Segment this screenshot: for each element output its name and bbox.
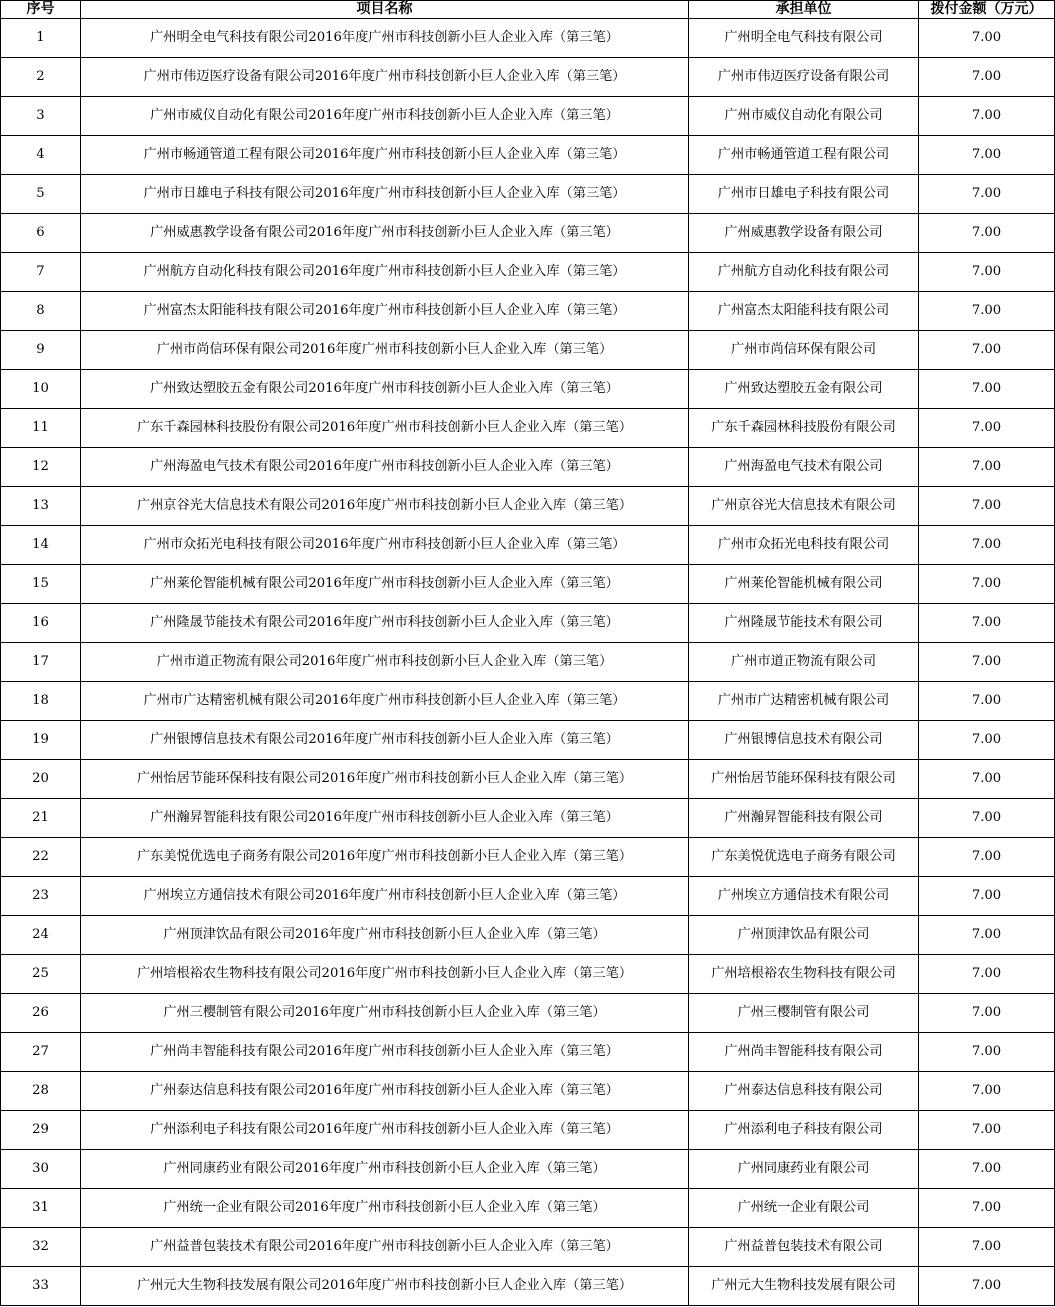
table-row	[1, 916, 1055, 955]
table-row	[1, 175, 1055, 214]
row-project-name: 广州海盈电气技术有限公司2016年度广州市科技创新小巨人企业入库（第三笔）	[81, 448, 689, 487]
row-unit: 广州统一企业有限公司	[689, 1189, 919, 1228]
header-project-name: 项目名称	[81, 1, 689, 19]
row-project-name: 广州市畅通管道工程有限公司2016年度广州市科技创新小巨人企业入库（第三笔）	[81, 136, 689, 175]
row-amount: 7.00	[919, 682, 1055, 721]
row-index: 4	[1, 136, 81, 175]
row-index: 22	[1, 838, 81, 877]
row-amount: 7.00	[919, 448, 1055, 487]
row-unit: 广州市畅通管道工程有限公司	[689, 136, 919, 175]
row-index: 29	[1, 1111, 81, 1150]
row-unit: 广州培根裕农生物科技有限公司	[689, 955, 919, 994]
table-row	[1, 370, 1055, 409]
table-row	[1, 526, 1055, 565]
row-project-name: 广州市伟迈医疗设备有限公司2016年度广州市科技创新小巨人企业入库（第三笔）	[81, 58, 689, 97]
row-unit: 广州威惠教学设备有限公司	[689, 214, 919, 253]
row-project-name: 广州威惠教学设备有限公司2016年度广州市科技创新小巨人企业入库（第三笔）	[81, 214, 689, 253]
row-amount: 7.00	[919, 1033, 1055, 1072]
table-row	[1, 292, 1055, 331]
row-amount: 7.00	[919, 175, 1055, 214]
row-index: 30	[1, 1150, 81, 1189]
row-amount: 7.00	[919, 799, 1055, 838]
row-amount: 7.00	[919, 721, 1055, 760]
row-amount: 7.00	[919, 97, 1055, 136]
row-unit: 广州泰达信息科技有限公司	[689, 1072, 919, 1111]
row-unit: 广州市日雄电子科技有限公司	[689, 175, 919, 214]
row-amount: 7.00	[919, 916, 1055, 955]
row-amount: 7.00	[919, 136, 1055, 175]
table-row	[1, 1150, 1055, 1189]
row-amount: 7.00	[919, 214, 1055, 253]
table-row	[1, 58, 1055, 97]
row-amount: 7.00	[919, 1228, 1055, 1267]
row-amount: 7.00	[919, 643, 1055, 682]
row-amount: 7.00	[919, 1111, 1055, 1150]
row-unit: 广州隆晟节能技术有限公司	[689, 604, 919, 643]
row-project-name: 广州致达塑胶五金有限公司2016年度广州市科技创新小巨人企业入库（第三笔）	[81, 370, 689, 409]
row-unit: 广州市广达精密机械有限公司	[689, 682, 919, 721]
row-project-name: 广州莱伦智能机械有限公司2016年度广州市科技创新小巨人企业入库（第三笔）	[81, 565, 689, 604]
row-project-name: 广州尚丰智能科技有限公司2016年度广州市科技创新小巨人企业入库（第三笔）	[81, 1033, 689, 1072]
table-row	[1, 721, 1055, 760]
row-project-name: 广州市道正物流有限公司2016年度广州市科技创新小巨人企业入库（第三笔）	[81, 643, 689, 682]
row-unit: 广州埃立方通信技术有限公司	[689, 877, 919, 916]
table-row	[1, 1267, 1055, 1306]
row-project-name: 广州银博信息技术有限公司2016年度广州市科技创新小巨人企业入库（第三笔）	[81, 721, 689, 760]
row-unit: 广州益普包装技术有限公司	[689, 1228, 919, 1267]
row-unit: 广州海盈电气技术有限公司	[689, 448, 919, 487]
row-unit: 广东美悦优选电子商务有限公司	[689, 838, 919, 877]
row-project-name: 广州埃立方通信技术有限公司2016年度广州市科技创新小巨人企业入库（第三笔）	[81, 877, 689, 916]
row-project-name: 广东千森园林科技股份有限公司2016年度广州市科技创新小巨人企业入库（第三笔）	[81, 409, 689, 448]
row-amount: 7.00	[919, 409, 1055, 448]
table-row	[1, 1111, 1055, 1150]
row-unit: 广州银博信息技术有限公司	[689, 721, 919, 760]
table-row	[1, 799, 1055, 838]
row-index: 3	[1, 97, 81, 136]
header-amount: 拨付金额（万元）	[919, 1, 1055, 19]
row-project-name: 广州富杰太阳能科技有限公司2016年度广州市科技创新小巨人企业入库（第三笔）	[81, 292, 689, 331]
row-amount: 7.00	[919, 292, 1055, 331]
row-amount: 7.00	[919, 877, 1055, 916]
table-row	[1, 253, 1055, 292]
row-index: 6	[1, 214, 81, 253]
row-project-name: 广州京谷光大信息技术有限公司2016年度广州市科技创新小巨人企业入库（第三笔）	[81, 487, 689, 526]
row-project-name: 广州瀚昇智能科技有限公司2016年度广州市科技创新小巨人企业入库（第三笔）	[81, 799, 689, 838]
row-index: 20	[1, 760, 81, 799]
row-index: 23	[1, 877, 81, 916]
table-row	[1, 1033, 1055, 1072]
header-index: 序号	[1, 1, 81, 19]
row-amount: 7.00	[919, 331, 1055, 370]
table-row	[1, 19, 1055, 58]
row-project-name: 广州市广达精密机械有限公司2016年度广州市科技创新小巨人企业入库（第三笔）	[81, 682, 689, 721]
row-index: 7	[1, 253, 81, 292]
row-amount: 7.00	[919, 487, 1055, 526]
row-amount: 7.00	[919, 19, 1055, 58]
row-project-name: 广州泰达信息科技有限公司2016年度广州市科技创新小巨人企业入库（第三笔）	[81, 1072, 689, 1111]
row-index: 33	[1, 1267, 81, 1306]
row-index: 10	[1, 370, 81, 409]
row-unit: 广州航方自动化科技有限公司	[689, 253, 919, 292]
row-unit: 广州莱伦智能机械有限公司	[689, 565, 919, 604]
table-row	[1, 136, 1055, 175]
table-row	[1, 994, 1055, 1033]
row-amount: 7.00	[919, 760, 1055, 799]
row-index: 12	[1, 448, 81, 487]
row-unit: 广东千森园林科技股份有限公司	[689, 409, 919, 448]
header-unit: 承担单位	[689, 1, 919, 19]
row-unit: 广州市威仪自动化有限公司	[689, 97, 919, 136]
row-unit: 广州京谷光大信息技术有限公司	[689, 487, 919, 526]
table-row	[1, 448, 1055, 487]
row-amount: 7.00	[919, 1150, 1055, 1189]
row-index: 17	[1, 643, 81, 682]
row-unit: 广州明全电气科技有限公司	[689, 19, 919, 58]
row-amount: 7.00	[919, 526, 1055, 565]
row-index: 18	[1, 682, 81, 721]
row-unit: 广州顶津饮品有限公司	[689, 916, 919, 955]
row-project-name: 广州航方自动化科技有限公司2016年度广州市科技创新小巨人企业入库（第三笔）	[81, 253, 689, 292]
table-row	[1, 331, 1055, 370]
row-project-name: 广州三樱制管有限公司2016年度广州市科技创新小巨人企业入库（第三笔）	[81, 994, 689, 1033]
row-amount: 7.00	[919, 253, 1055, 292]
table-body	[1, 19, 1055, 1306]
row-project-name: 广州市尚信环保有限公司2016年度广州市科技创新小巨人企业入库（第三笔）	[81, 331, 689, 370]
row-amount: 7.00	[919, 1072, 1055, 1111]
row-index: 25	[1, 955, 81, 994]
row-index: 1	[1, 19, 81, 58]
row-amount: 7.00	[919, 604, 1055, 643]
row-project-name: 广州隆晟节能技术有限公司2016年度广州市科技创新小巨人企业入库（第三笔）	[81, 604, 689, 643]
row-index: 26	[1, 994, 81, 1033]
row-index: 32	[1, 1228, 81, 1267]
row-unit: 广州市众拓光电科技有限公司	[689, 526, 919, 565]
row-amount: 7.00	[919, 58, 1055, 97]
header-row	[1, 1, 1055, 19]
row-unit: 广州添利电子科技有限公司	[689, 1111, 919, 1150]
row-index: 9	[1, 331, 81, 370]
row-index: 27	[1, 1033, 81, 1072]
row-project-name: 广州同康药业有限公司2016年度广州市科技创新小巨人企业入库（第三笔）	[81, 1150, 689, 1189]
row-unit: 广州怡居节能环保科技有限公司	[689, 760, 919, 799]
row-project-name: 广东美悦优选电子商务有限公司2016年度广州市科技创新小巨人企业入库（第三笔）	[81, 838, 689, 877]
row-unit: 广州瀚昇智能科技有限公司	[689, 799, 919, 838]
row-unit: 广州三樱制管有限公司	[689, 994, 919, 1033]
row-project-name: 广州市威仪自动化有限公司2016年度广州市科技创新小巨人企业入库（第三笔）	[81, 97, 689, 136]
table-row	[1, 1189, 1055, 1228]
row-index: 16	[1, 604, 81, 643]
table-row	[1, 97, 1055, 136]
row-unit: 广州同康药业有限公司	[689, 1150, 919, 1189]
row-project-name: 广州顶津饮品有限公司2016年度广州市科技创新小巨人企业入库（第三笔）	[81, 916, 689, 955]
table-row	[1, 409, 1055, 448]
table-row	[1, 838, 1055, 877]
table-row	[1, 955, 1055, 994]
row-index: 5	[1, 175, 81, 214]
row-unit: 广州市伟迈医疗设备有限公司	[689, 58, 919, 97]
row-amount: 7.00	[919, 370, 1055, 409]
table-row	[1, 1228, 1055, 1267]
row-index: 11	[1, 409, 81, 448]
row-index: 28	[1, 1072, 81, 1111]
row-project-name: 广州培根裕农生物科技有限公司2016年度广州市科技创新小巨人企业入库（第三笔）	[81, 955, 689, 994]
row-index: 21	[1, 799, 81, 838]
row-amount: 7.00	[919, 1267, 1055, 1306]
table-row	[1, 604, 1055, 643]
table-row	[1, 877, 1055, 916]
table-row	[1, 565, 1055, 604]
row-unit: 广州尚丰智能科技有限公司	[689, 1033, 919, 1072]
row-index: 8	[1, 292, 81, 331]
table-header	[1, 1, 1055, 19]
table-row	[1, 487, 1055, 526]
row-amount: 7.00	[919, 955, 1055, 994]
row-project-name: 广州添利电子科技有限公司2016年度广州市科技创新小巨人企业入库（第三笔）	[81, 1111, 689, 1150]
row-index: 24	[1, 916, 81, 955]
row-index: 13	[1, 487, 81, 526]
row-unit: 广州富杰太阳能科技有限公司	[689, 292, 919, 331]
row-project-name: 广州元大生物科技发展有限公司2016年度广州市科技创新小巨人企业入库（第三笔）	[81, 1267, 689, 1306]
row-project-name: 广州益普包装技术有限公司2016年度广州市科技创新小巨人企业入库（第三笔）	[81, 1228, 689, 1267]
table-row	[1, 643, 1055, 682]
table-row	[1, 214, 1055, 253]
row-index: 2	[1, 58, 81, 97]
row-amount: 7.00	[919, 1189, 1055, 1228]
row-project-name: 广州市众拓光电科技有限公司2016年度广州市科技创新小巨人企业入库（第三笔）	[81, 526, 689, 565]
row-amount: 7.00	[919, 565, 1055, 604]
row-index: 19	[1, 721, 81, 760]
row-amount: 7.00	[919, 838, 1055, 877]
row-project-name: 广州统一企业有限公司2016年度广州市科技创新小巨人企业入库（第三笔）	[81, 1189, 689, 1228]
table-row	[1, 760, 1055, 799]
row-unit: 广州市尚信环保有限公司	[689, 331, 919, 370]
row-project-name: 广州明全电气科技有限公司2016年度广州市科技创新小巨人企业入库（第三笔）	[81, 19, 689, 58]
row-amount: 7.00	[919, 994, 1055, 1033]
table-row	[1, 682, 1055, 721]
row-project-name: 广州怡居节能环保科技有限公司2016年度广州市科技创新小巨人企业入库（第三笔）	[81, 760, 689, 799]
row-unit: 广州元大生物科技发展有限公司	[689, 1267, 919, 1306]
row-project-name: 广州市日雄电子科技有限公司2016年度广州市科技创新小巨人企业入库（第三笔）	[81, 175, 689, 214]
row-unit: 广州市道正物流有限公司	[689, 643, 919, 682]
row-index: 31	[1, 1189, 81, 1228]
row-index: 15	[1, 565, 81, 604]
row-index: 14	[1, 526, 81, 565]
table-row	[1, 1072, 1055, 1111]
row-unit: 广州致达塑胶五金有限公司	[689, 370, 919, 409]
